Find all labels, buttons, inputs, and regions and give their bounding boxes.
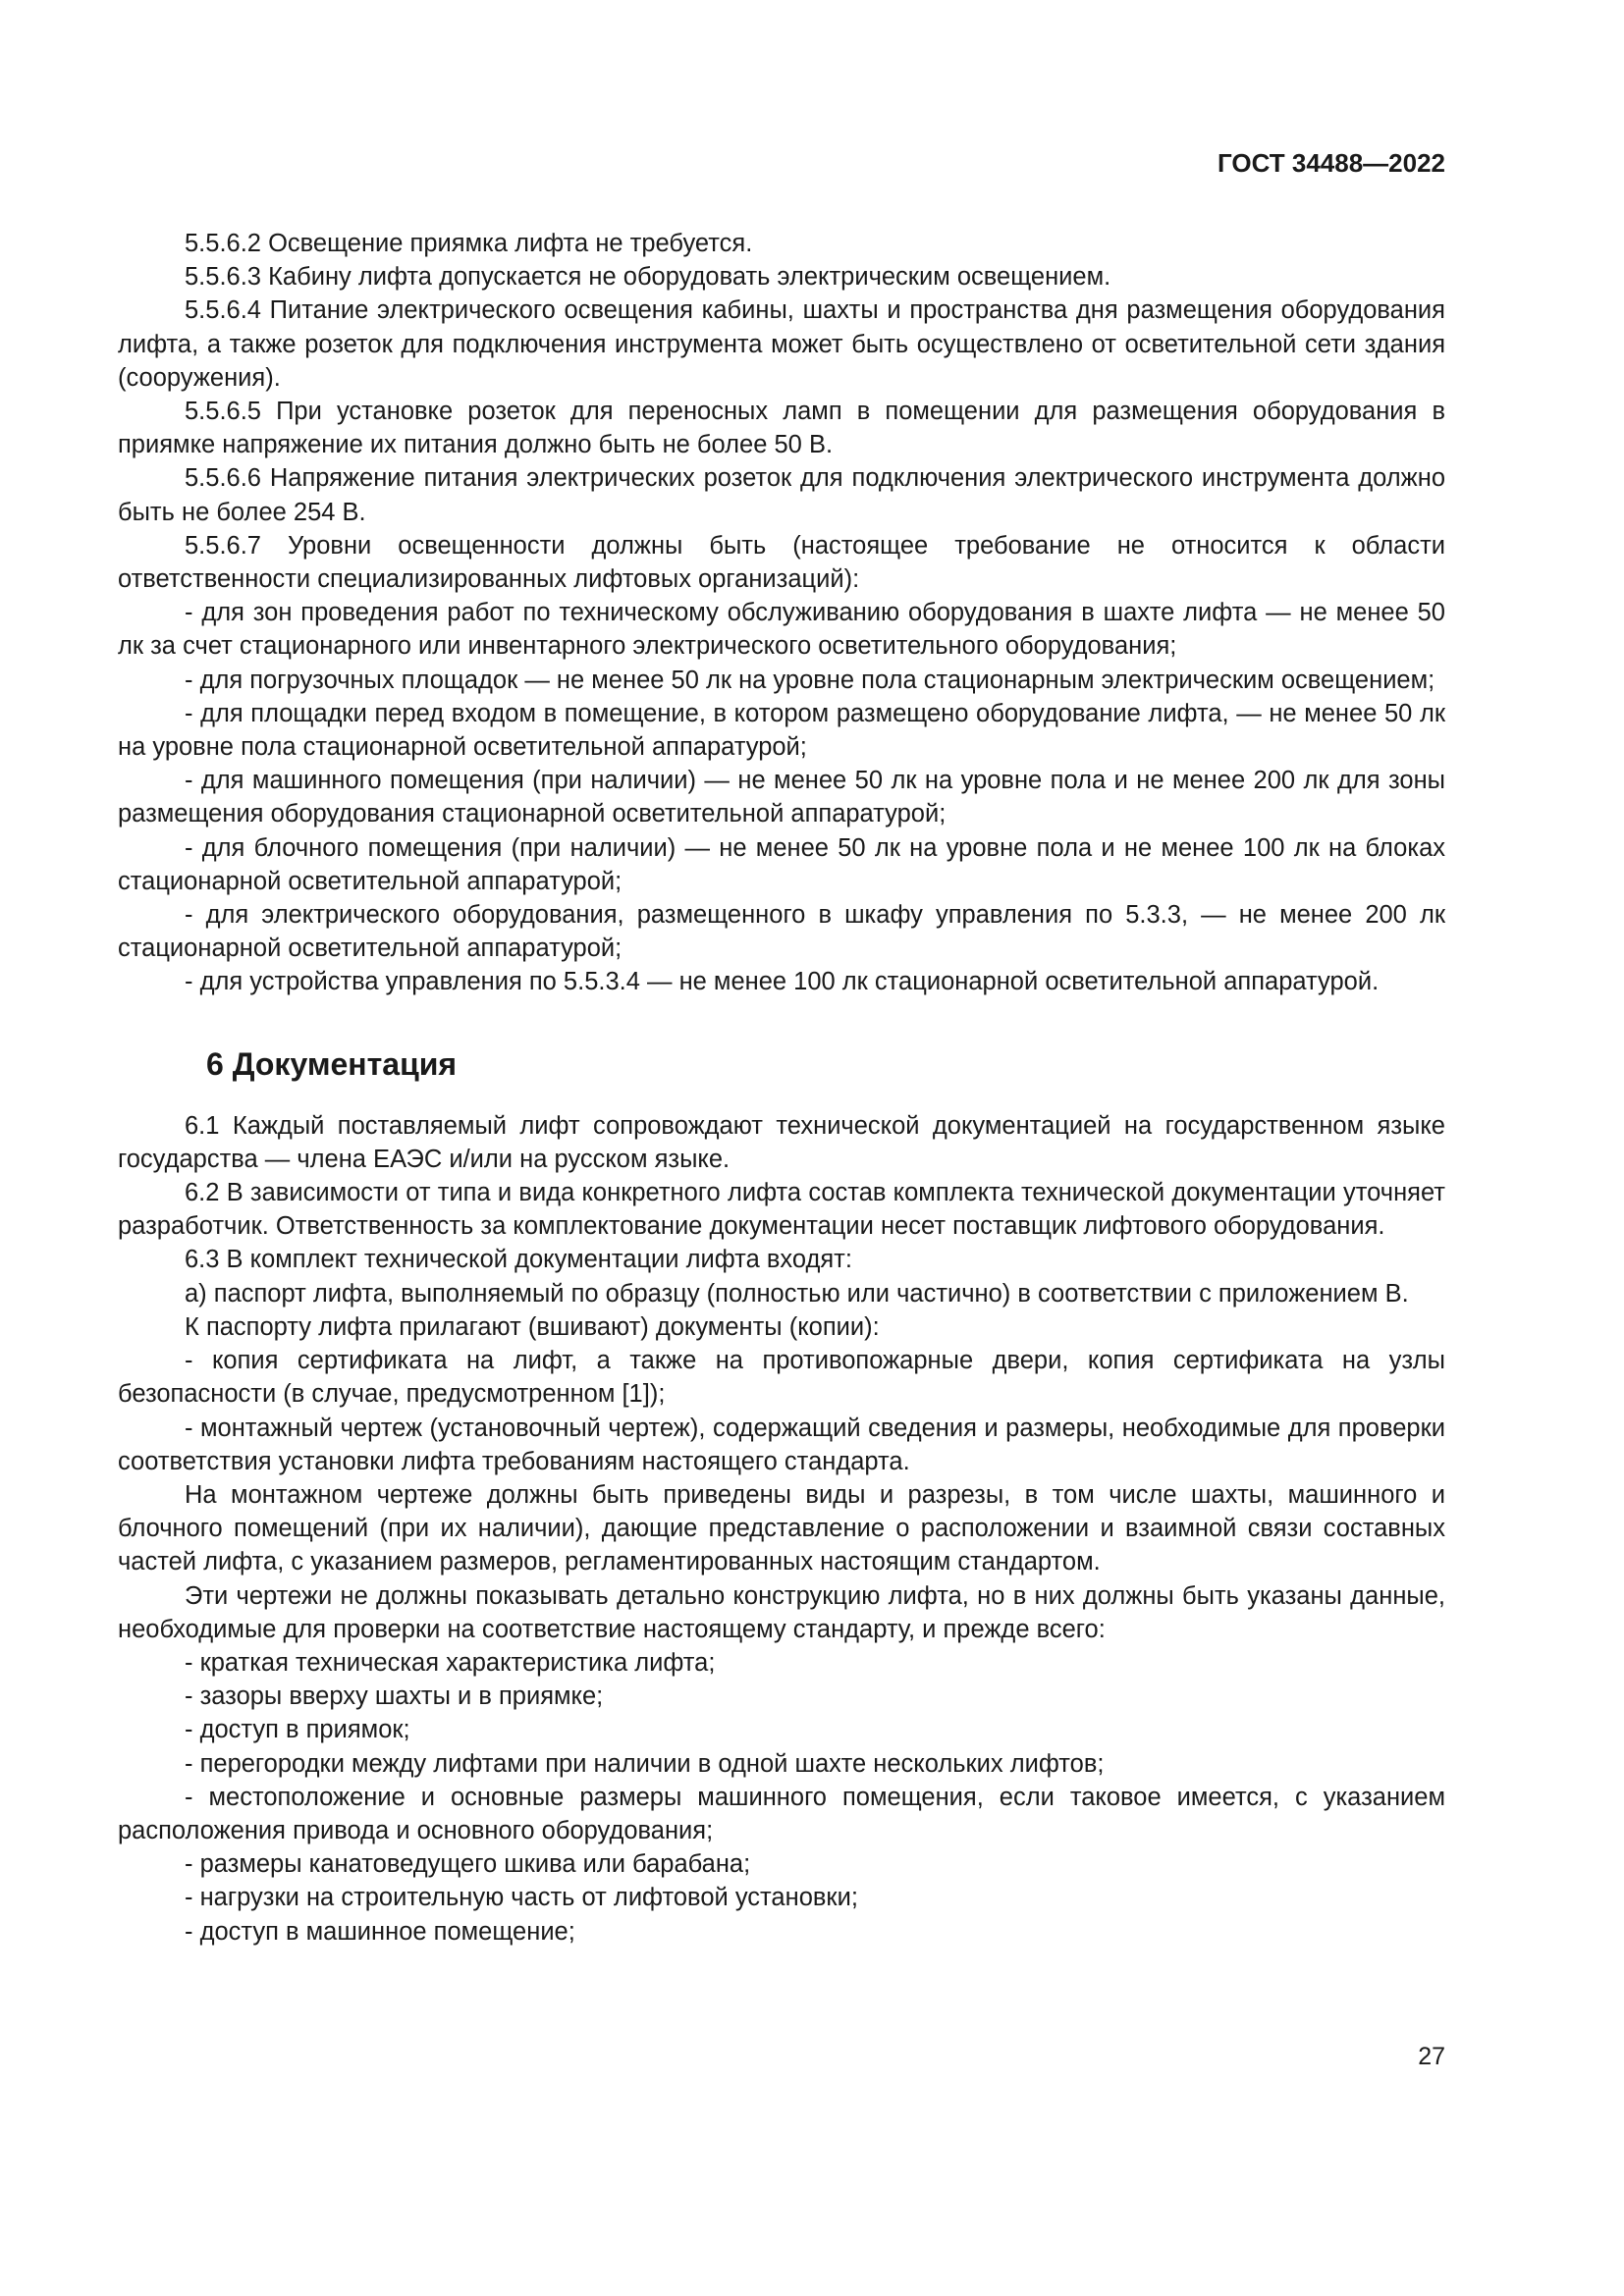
paragraph-5-5-6-6: 5.5.6.6 Напряжение питания электрических розеток для подключения электрического инструмента должно быть не более 254 В. — [118, 464, 1445, 526]
paragraph-6-3: 6.3 В комплект технической документации лифта входят: — [185, 1246, 852, 1274]
list-item-illumination: - для площадки перед входом в помещение, в котором размещено оборудование лифта, — не менее 50 лк на уровне пола стационарной осветительной аппаратурой; — [118, 699, 1445, 762]
paragraph-drawing-requirements: Эти чертежи не должны показывать детально конструкцию лифта, но в них должны быть указаны данные, необходимые для проверки на соответствие настоящему стандарту, и прежде всего: — [118, 1581, 1445, 1643]
list-item-illumination: - для машинного помещения (при наличии) — не менее 50 лк на уровне пола и не менее 200 лк для зоны размещения оборудования стационарной осветительной аппаратурой; — [118, 767, 1445, 828]
paragraph-6-2: 6.2 В зависимости от типа и вида конкретного лифта состав комплекта технической документации уточняет разработчик. Ответственность за комплектование документации несет поставщик лифтового оборудования. — [118, 1179, 1445, 1241]
standard-designation: ГОСТ 34488—2022 — [1218, 148, 1445, 178]
list-item-drawing-data: - размеры канатоведущего шкива или барабана; — [185, 1850, 751, 1879]
list-item-illumination: - для электрического оборудования, размещенного в шкафу управления по 5.3.3, — не менее 200 лк стационарной осветительной аппаратурой; — [118, 901, 1445, 963]
page-number: 27 — [1418, 2043, 1445, 2070]
paragraph-6-1: 6.1 Каждый поставляемый лифт сопровождают технической документацией на государственном языке государства — члена ЕАЭС и/или на русском языке. — [118, 1111, 1445, 1173]
list-item-attachment: - монтажный чертеж (установочный чертеж), содержащий сведения и размеры, необходимые для проверки соответствия установки лифта требованиям настоящего стандарта. — [118, 1414, 1445, 1475]
list-item-drawing-data: - перегородки между лифтами при наличии в одной шахте нескольких лифтов; — [185, 1749, 1105, 1778]
paragraph-passport-attachments: К паспорту лифта прилагают (вшивают) документы (копии): — [185, 1312, 880, 1341]
list-item-drawing-data: - зазоры вверху шахты и в приямке; — [185, 1682, 604, 1711]
paragraph-6-3-a: а) паспорт лифта, выполняемый по образцу (полностью или частично) в соответствии с приложением В. — [185, 1279, 1409, 1308]
list-item-illumination: - для блочного помещения (при наличии) — не менее 50 лк на уровне пола и не менее 100 лк на блоках стационарной осветительной аппаратурой; — [118, 833, 1445, 895]
list-item-attachment: - копия сертификата на лифт, а также на противопожарные двери, копия сертификата на узлы безопасности (в случае, предусмотренном [1]); — [118, 1347, 1445, 1409]
paragraph-installation-drawing: На монтажном чертеже должны быть приведены виды и разрезы, в том числе шахты, машинного и блочного помещений (при их наличии), дающие представление о расположении и взаимной связи составных частей лифта, с указанием размеров, регламентированных настоящим стандартом. — [118, 1480, 1445, 1576]
list-item-illumination: - для устройства управления по 5.5.3.4 — не менее 100 лк стационарной осветительной аппаратурой. — [185, 968, 1380, 996]
list-item-drawing-data: - краткая техническая характеристика лифта; — [185, 1648, 716, 1677]
section-heading-documentation: 6 Документация — [206, 1045, 458, 1082]
list-item-drawing-data: - доступ в приямок; — [185, 1716, 410, 1744]
paragraph-5-5-6-3: 5.5.6.3 Кабину лифта допускается не оборудовать электрическим освещением. — [185, 263, 1111, 292]
list-item-illumination: - для зон проведения работ по техническому обслуживанию оборудования в шахте лифта — не менее 50 лк за счет стационарного или инвентарного электрического осветительного оборудования; — [118, 599, 1445, 661]
list-item-illumination: - для погрузочных площадок — не менее 50 лк на уровне пола стационарным электрическим освещением; — [185, 666, 1435, 694]
list-item-drawing-data: - доступ в машинное помещение; — [185, 1917, 575, 1946]
list-item-drawing-data: - нагрузки на строительную часть от лифтовой установки; — [185, 1884, 858, 1912]
paragraph-5-5-6-5: 5.5.6.5 При установке розеток для переносных ламп в помещении для размещения оборудования в приямке напряжение их питания должно быть не более 50 В. — [118, 398, 1445, 459]
paragraph-5-5-6-4: 5.5.6.4 Питание электрического освещения кабины, шахты и пространства дня размещения оборудования лифта, а также розеток для подключения инструмента может быть осуществлено от осветительной сети здания (сооружения). — [118, 296, 1445, 392]
paragraph-5-5-6-7: 5.5.6.7 Уровни освещенности должны быть (настоящее требование не относится к области ответственности специализированных лифтовых организаций): — [118, 531, 1445, 594]
paragraph-5-5-6-2: 5.5.6.2 Освещение приямка лифта не требуется. — [185, 230, 753, 257]
document-body — [118, 227, 1445, 1949]
list-item-drawing-data: - местоположение и основные размеры машинного помещения, если таковое имеется, с указанием расположения привода и основного оборудования; — [118, 1783, 1445, 1844]
